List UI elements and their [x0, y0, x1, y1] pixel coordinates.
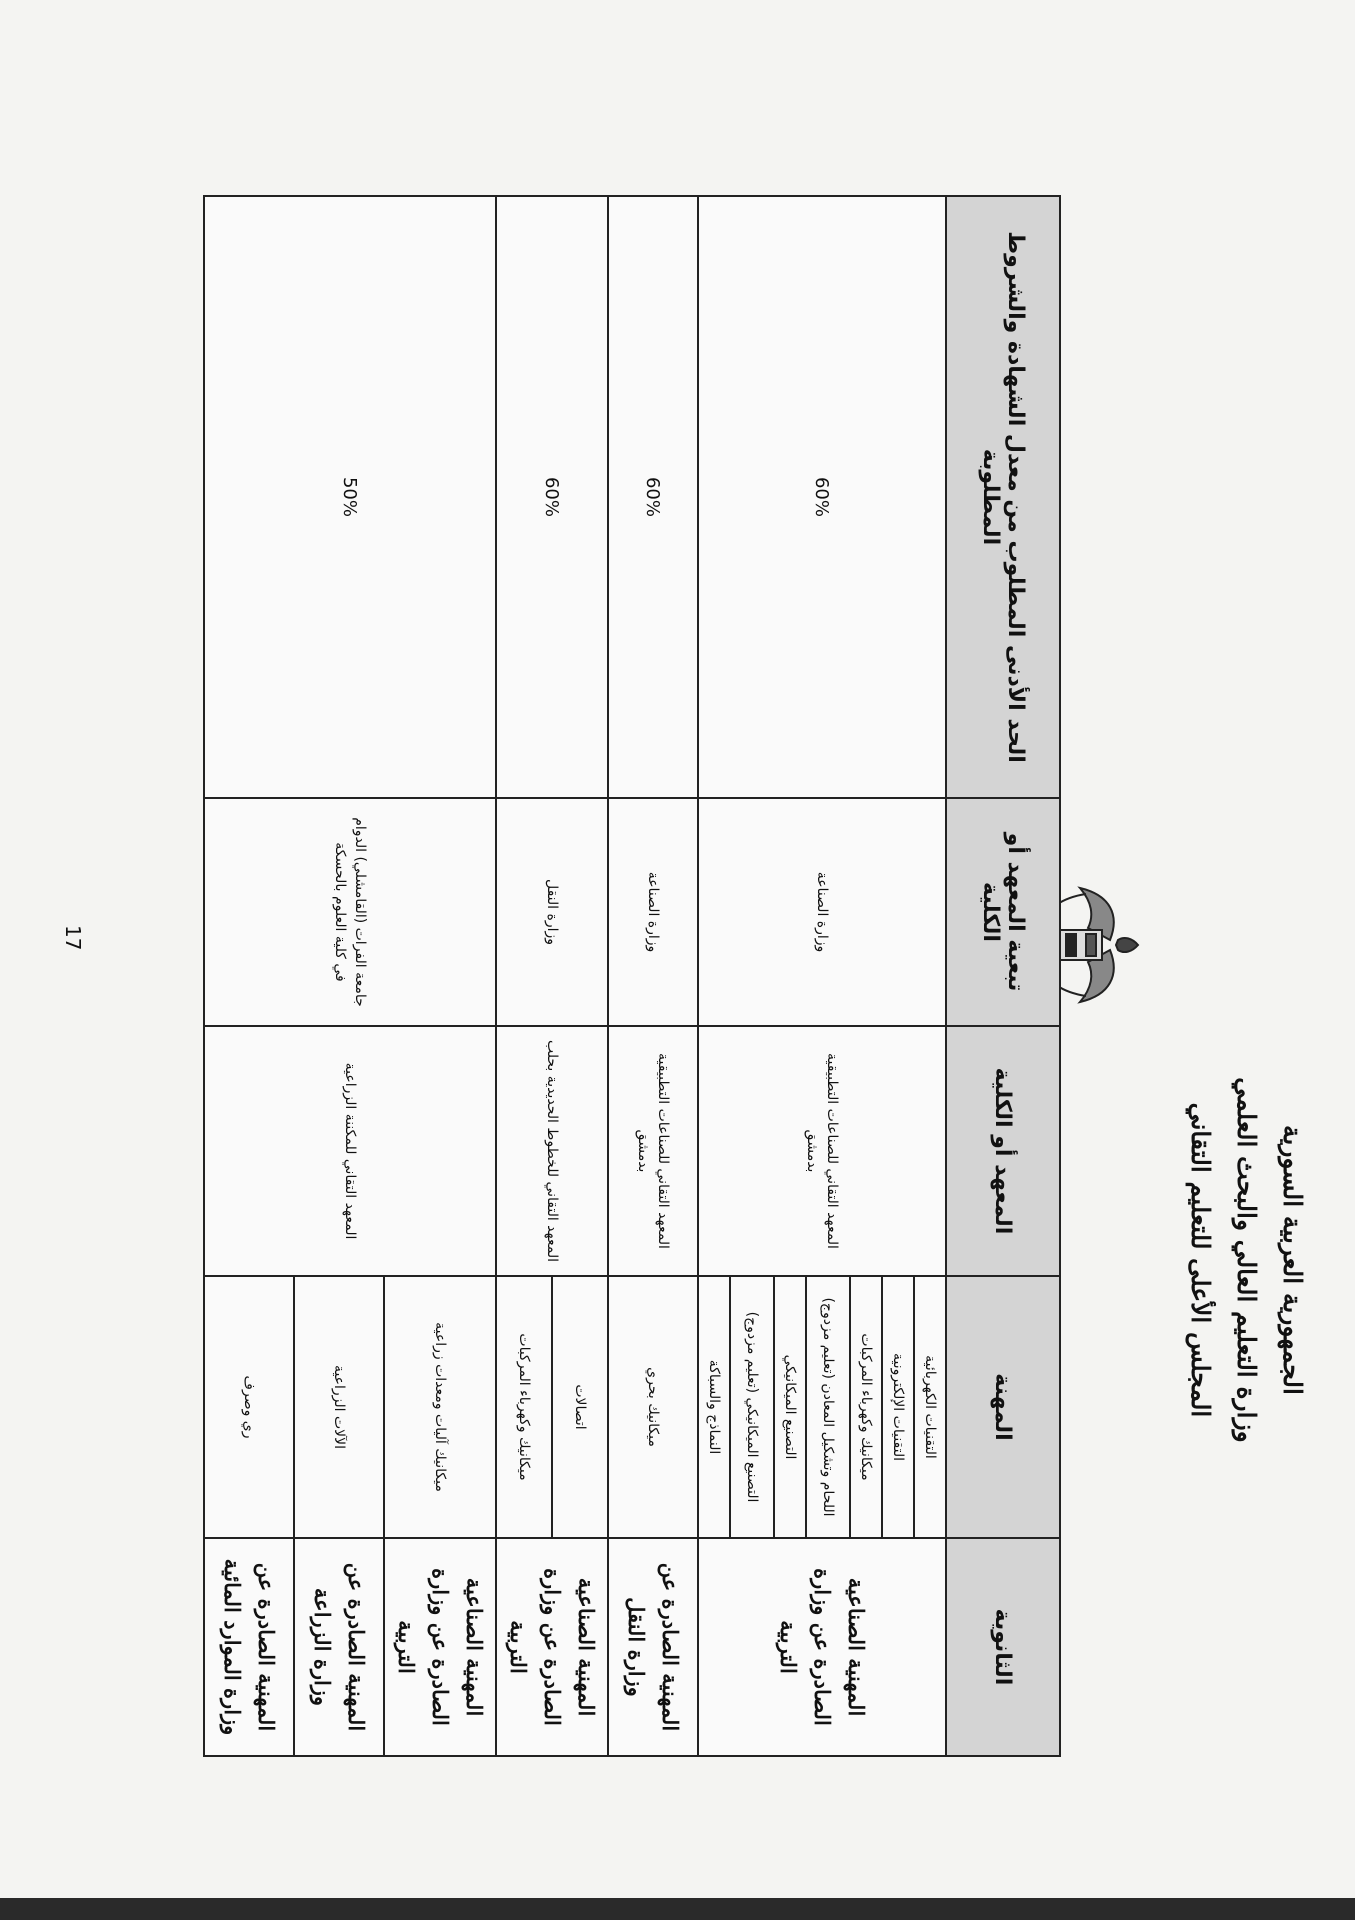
secondary-cell: المهنية الصناعية الصادرة عن وزارة التربية [496, 1538, 608, 1756]
profession-cell: النماذج والسباكة [698, 1276, 730, 1538]
page-number: 17 [61, 925, 85, 951]
profession-cell: ري وصرف [204, 1276, 294, 1538]
header-line-ministry: وزارة التعليم العالي والبحث العلمي [1232, 1077, 1261, 1443]
profession-cell: اتصالات [552, 1276, 608, 1538]
secondary-cell: المهنية الصناعية الصادرة عن وزارة التربية [384, 1538, 496, 1756]
table-row [914, 196, 946, 1756]
institute-cell: المعهد التقاني للخطوط الحديدية بحلب [496, 1026, 608, 1276]
table-row [608, 196, 698, 1756]
profession-cell: ميكانيك بحري [608, 1276, 698, 1538]
min-rate-cell: 60% [608, 196, 698, 798]
header-min-rate: الحد الأدنى المطلوب من معدل الشهادة والشروط المطلوبة [946, 196, 1060, 798]
institute-cell: المعهد التقاني للمكننة الزراعية [204, 1026, 496, 1276]
secondary-cell: المهنية الصادرة عن وزارة الزراعة [294, 1538, 384, 1756]
secondary-cell: المهنية الصادرة عن وزارة الموارد المائية [204, 1538, 294, 1756]
header-line-council: المجلس الأعلى للتعليم التقاني [1186, 1102, 1215, 1418]
profession-cell: التصنيع الميكانيكي [774, 1276, 806, 1538]
profession-cell: ميكانيك آليات ومعدات زراعية [384, 1276, 496, 1538]
affiliation-cell: وزارة النقل [496, 798, 608, 1026]
min-rate-cell: 50% [204, 196, 496, 798]
affiliation-cell: جامعة الفرات (القامشلي) الدوام في كلية العلوم بالحسكة [204, 798, 496, 1026]
institute-cell: المعهد التقاني للصناعات التطبيقية بدمشق [698, 1026, 946, 1276]
profession-cell: الآلات الزراعية [294, 1276, 384, 1538]
header-affiliation: تبعية المعهد أو الكلية [946, 798, 1060, 1026]
page-header [1177, 980, 1315, 1540]
header-institute: المعهد أو الكلية [946, 1026, 1060, 1276]
table-header-row [946, 196, 1060, 1756]
profession-cell: التقنيات الإلكترونية [882, 1276, 914, 1538]
min-rate-cell: 60% [698, 196, 946, 798]
affiliation-cell: وزارة الصناعة [608, 798, 698, 1026]
secondary-cell: المهنية الصناعية الصادرة عن وزارة التربية [698, 1538, 946, 1756]
profession-cell: ميكانيك وكهرباء المركبات [850, 1276, 882, 1538]
min-rate-cell: 60% [496, 196, 608, 798]
header-line-republic: الجمهورية العربية السورية [1278, 1125, 1307, 1395]
profession-cell: التقنيات الكهربائية [914, 1276, 946, 1538]
profession-cell: اللحام وتشكيل المعادن (تعليم مزدوج) [806, 1276, 850, 1538]
header-profession: المهنة [946, 1276, 1060, 1538]
profession-cell: التصنيع الميكانيكي (تعليم مزدوج) [730, 1276, 774, 1538]
secondary-cell: المهنية الصادرة عن وزارة النقل [608, 1538, 698, 1756]
profession-cell: ميكانيك وكهرباء المركبات [496, 1276, 552, 1538]
header-secondary: الثانوية [946, 1538, 1060, 1756]
admission-table [203, 195, 1061, 1757]
table-row [384, 196, 496, 1756]
affiliation-cell: وزارة الصناعة [698, 798, 946, 1026]
institute-cell: المعهد التقاني للصناعات التطبيقية بدمشق [608, 1026, 698, 1276]
table-row [552, 196, 608, 1756]
